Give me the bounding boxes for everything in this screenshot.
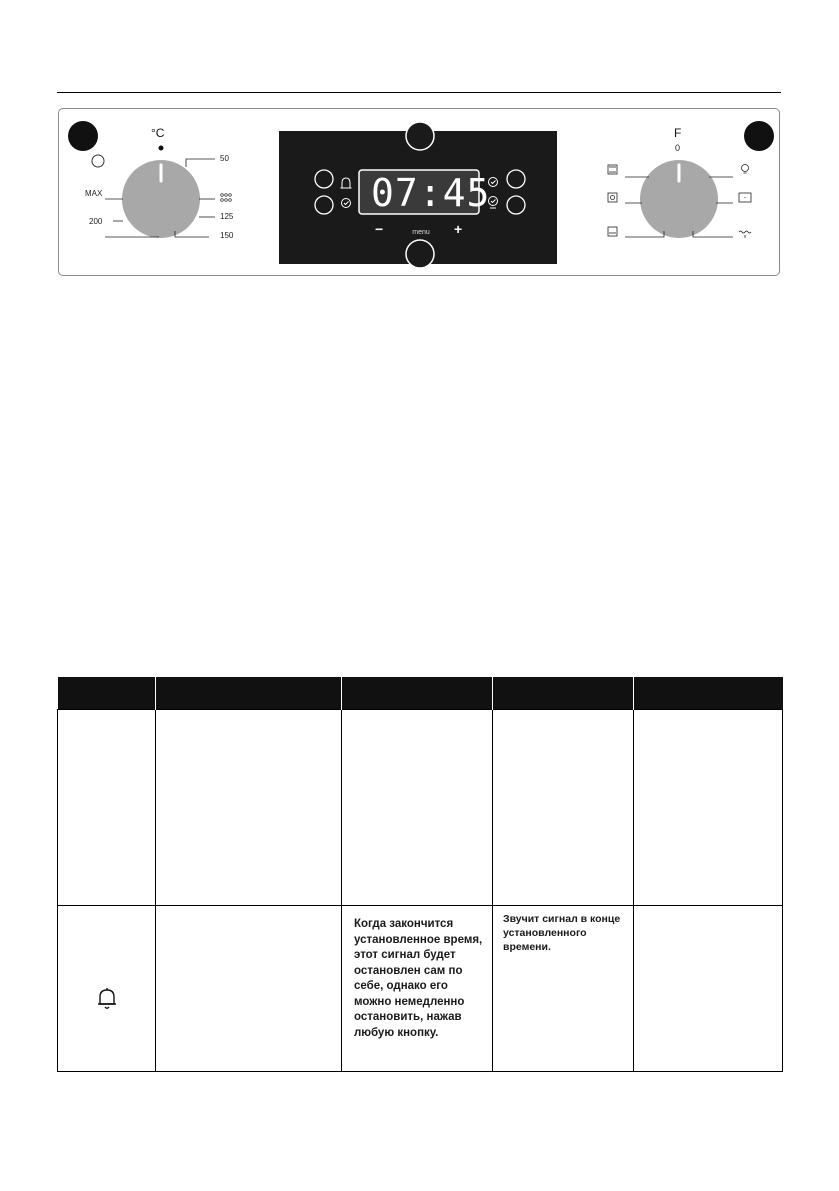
callout-marker-top xyxy=(406,122,434,150)
table-row xyxy=(58,906,783,1072)
power-indicator-light xyxy=(92,155,104,167)
temp-label-125: 125 xyxy=(220,212,234,221)
grill-icon xyxy=(739,231,751,238)
table-header-cell xyxy=(156,677,342,710)
celsius-unit-label: °C xyxy=(151,126,165,140)
top-rule xyxy=(57,92,781,93)
lcd-time: 07:45 xyxy=(371,171,491,215)
table-row xyxy=(58,710,783,906)
bottom-heat-icon xyxy=(739,193,751,202)
menu-label: menu xyxy=(412,229,430,236)
lamp-icon xyxy=(742,165,749,174)
defrost-icon xyxy=(608,227,617,236)
minus-button[interactable]: − xyxy=(375,221,384,237)
temp-label-50: 50 xyxy=(220,154,229,163)
temp-indicator-dot xyxy=(159,146,164,151)
table-header-cell xyxy=(342,677,493,710)
table-cell xyxy=(342,710,493,906)
table-cell xyxy=(342,906,493,1072)
table-cell xyxy=(156,710,342,906)
oven-control-panel xyxy=(58,108,780,276)
table-cell-icon xyxy=(58,906,156,1072)
table-cell xyxy=(58,710,156,906)
temp-label-200: 200 xyxy=(89,217,103,226)
temp-label-150: 150 xyxy=(220,231,234,240)
table-cell xyxy=(493,710,634,906)
table-cell xyxy=(634,710,783,906)
grill-dots-icon xyxy=(221,194,232,202)
table-cell xyxy=(493,906,634,1072)
menu-button[interactable] xyxy=(406,240,434,268)
table-cell xyxy=(156,906,342,1072)
temp-label-max: MAX xyxy=(85,189,103,198)
table-header-cell xyxy=(634,677,783,710)
callout-marker-right xyxy=(744,121,774,151)
table-header-cell xyxy=(493,677,634,710)
plus-button[interactable]: + xyxy=(454,221,463,237)
table-header-cell xyxy=(58,677,156,710)
table-header-row xyxy=(58,677,783,710)
top-bottom-heat-icon xyxy=(608,165,617,174)
function-unit-label: F xyxy=(674,126,682,140)
fan-heat-icon xyxy=(608,193,617,202)
alarm-description: Звучит сигнал в конце установленного времени. xyxy=(503,913,621,953)
function-table xyxy=(57,677,783,1072)
alarm-stop-description: Когда закончится установленное время, этот сигнал будет остановлен сам по себе, однако его можно немедленно остановить, нажав любую кнопку. xyxy=(354,918,483,1039)
function-zero-label: 0 xyxy=(675,143,681,153)
callout-marker-left xyxy=(68,121,98,151)
table-cell xyxy=(634,906,783,1072)
bell-icon xyxy=(96,986,118,1012)
